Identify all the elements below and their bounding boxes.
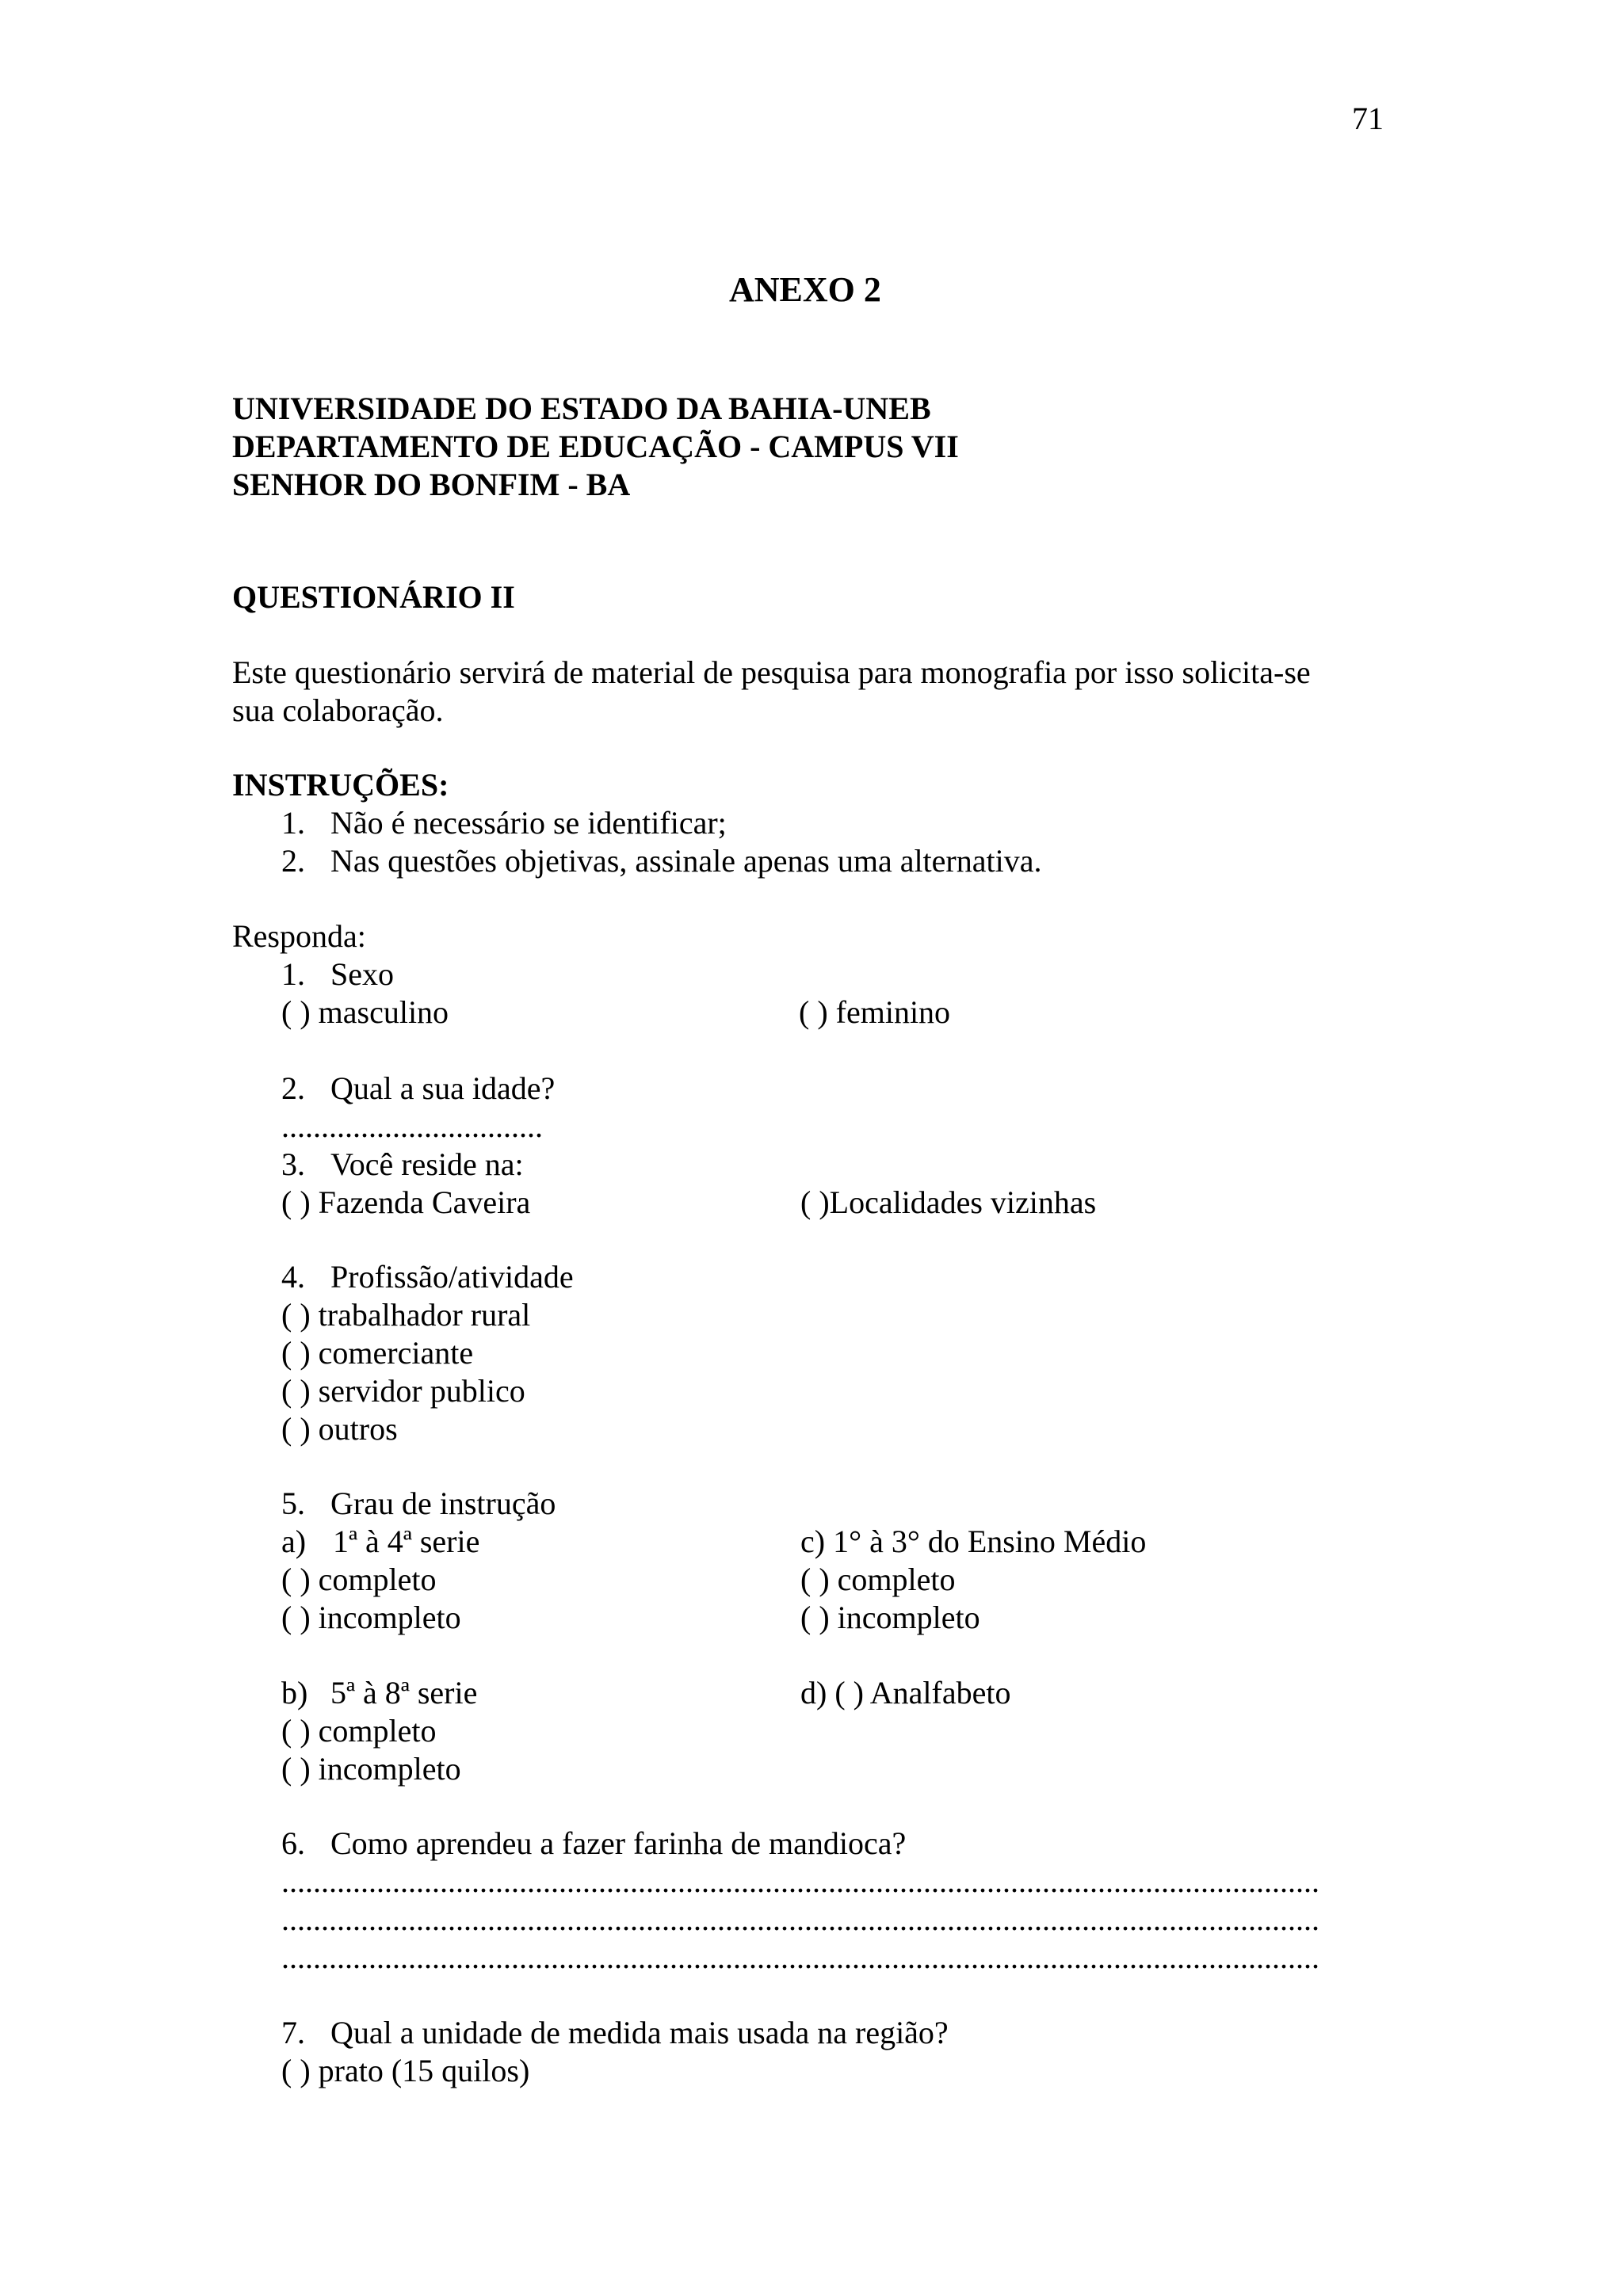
q6-number: 6. — [281, 1825, 305, 1861]
q4-text: Profissão/atividade — [330, 1259, 574, 1295]
q1-text: Sexo — [330, 956, 394, 992]
q3-option-fazenda[interactable]: ( ) Fazenda Caveira — [281, 1184, 531, 1220]
q5-text: Grau de instrução — [330, 1486, 556, 1521]
q5-d-option-analfabeto[interactable]: d) ( ) Analfabeto — [800, 1675, 1011, 1711]
instructions-heading: INSTRUÇÕES: — [232, 767, 449, 803]
intro-line-1: Este questionário servirá de material de pesquisa para monografia por isso solicita-se — [232, 654, 1311, 690]
q3-text: Você reside na: — [330, 1146, 524, 1182]
q5-c-option-incompleto[interactable]: ( ) incompleto — [800, 1600, 980, 1635]
q5-b-label: b) — [281, 1675, 308, 1711]
q7-text: Qual a unidade de medida mais usada na região? — [330, 2015, 949, 2050]
q5-c-option-completo[interactable]: ( ) completo — [800, 1562, 956, 1597]
q7-option-prato[interactable]: ( ) prato (15 quilos) — [281, 2053, 530, 2088]
q5-number: 5. — [281, 1486, 305, 1521]
intro-line-2: sua colaboração. — [232, 692, 444, 728]
institution-line-3: SENHOR DO BONFIM - BA — [232, 467, 631, 502]
questionnaire-title: QUESTIONÁRIO II — [232, 579, 515, 615]
q3-option-localidades[interactable]: ( )Localidades vizinhas — [800, 1184, 1097, 1220]
q5-a-text: 1ª à 4ª serie — [333, 1524, 480, 1559]
q6-answer-line-3[interactable]: ................................................................................................................................... — [281, 1939, 1319, 1975]
q6-answer-line-2[interactable]: ................................................................................................................................... — [281, 1901, 1319, 1937]
q2-number: 2. — [281, 1070, 305, 1106]
q1-number: 1. — [281, 956, 305, 992]
q3-number: 3. — [281, 1146, 305, 1182]
respond-label: Responda: — [232, 918, 366, 954]
institution-line-2: DEPARTAMENTO DE EDUCAÇÃO - CAMPUS VII — [232, 429, 959, 464]
q6-answer-line-1[interactable]: ................................................................................................................................... — [281, 1863, 1319, 1899]
q7-number: 7. — [281, 2015, 305, 2050]
q5-a-option-incompleto[interactable]: ( ) incompleto — [281, 1600, 461, 1635]
q5-b-option-incompleto[interactable]: ( ) incompleto — [281, 1751, 461, 1787]
q4-option-outros[interactable]: ( ) outros — [281, 1411, 398, 1447]
q1-option-masculino[interactable]: ( ) masculino — [281, 994, 449, 1030]
q4-number: 4. — [281, 1259, 305, 1295]
q6-text: Como aprendeu a fazer farinha de mandioca? — [330, 1825, 907, 1861]
q4-option-servidor[interactable]: ( ) servidor publico — [281, 1373, 525, 1409]
q5-a-option-completo[interactable]: ( ) completo — [281, 1562, 437, 1597]
instruction-1-text: Não é necessário se identificar; — [330, 805, 727, 841]
q1-option-feminino[interactable]: ( ) feminino — [799, 994, 951, 1030]
q5-b-option-completo[interactable]: ( ) completo — [281, 1713, 437, 1749]
annex-title: ANEXO 2 — [729, 270, 881, 309]
q5-c-text: c) 1° à 3° do Ensino Médio — [800, 1524, 1147, 1559]
q2-text: Qual a sua idade? — [330, 1070, 556, 1106]
institution-line-1: UNIVERSIDADE DO ESTADO DA BAHIA-UNEB — [232, 391, 931, 426]
q5-b-text: 5ª à 8ª serie — [330, 1675, 478, 1711]
instruction-1-number: 1. — [281, 805, 305, 841]
instruction-2-text: Nas questões objetivas, assinale apenas uma alternativa. — [330, 843, 1042, 879]
page-number: 71 — [1352, 101, 1384, 136]
q4-option-trabalhador[interactable]: ( ) trabalhador rural — [281, 1297, 531, 1333]
q2-answer-blank[interactable]: ................................. — [281, 1108, 543, 1144]
q4-option-comerciante[interactable]: ( ) comerciante — [281, 1335, 474, 1371]
instruction-2-number: 2. — [281, 843, 305, 879]
q5-a-label: a) — [281, 1524, 307, 1559]
